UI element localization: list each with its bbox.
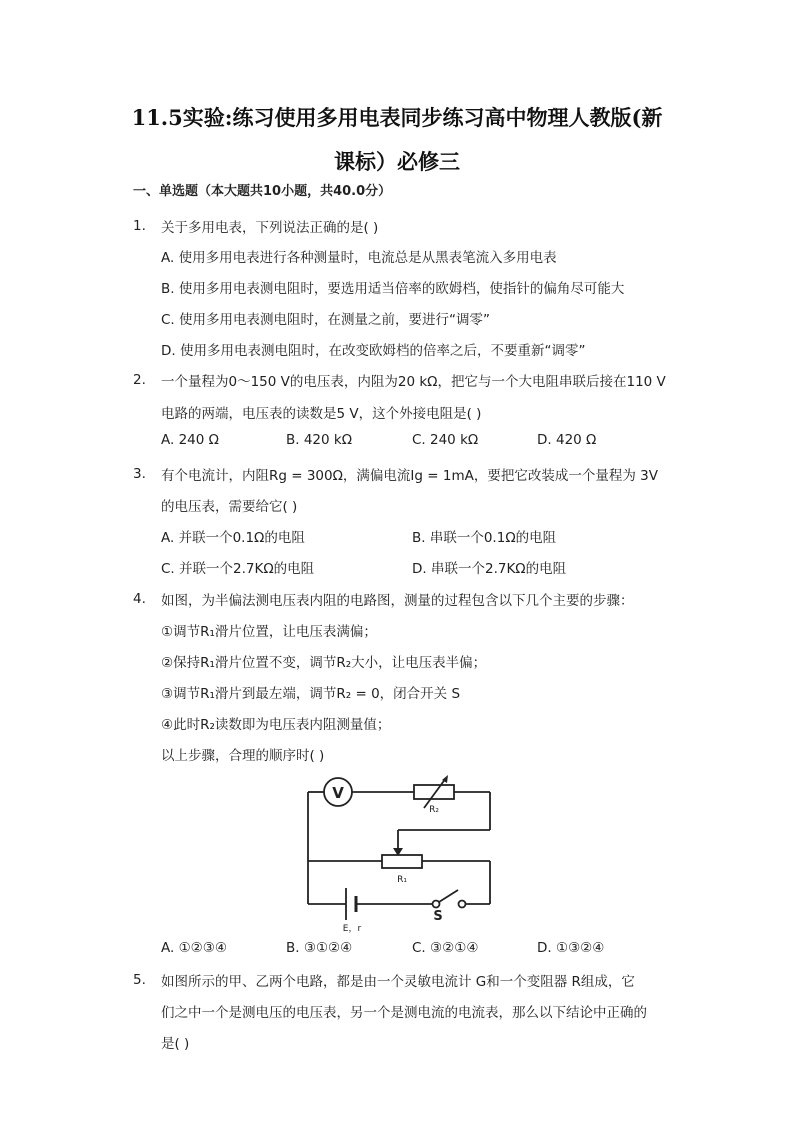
q3-stem-line-1: 有个电流计，内阻Rg = 300Ω，满偏电流Ig = 1mA，要把它改装成一个量程为 3V	[161, 468, 658, 484]
voltmeter-label: V	[332, 784, 344, 802]
r1-rheostat-symbol	[382, 855, 422, 868]
q2-option-a[interactable]: A. 240 Ω	[161, 432, 219, 448]
battery-label: E，r	[342, 924, 362, 934]
q4-question: 以上步骤，合理的顺序时( )	[161, 748, 325, 764]
r2-resistor-symbol	[414, 785, 454, 799]
q4-step-4: ④此时R₂读数即为电压表内阻测量值；	[161, 717, 391, 733]
document-title	[110, 96, 684, 184]
q4-option-b[interactable]: B. ③①②④	[286, 940, 353, 956]
switch-label: S	[433, 909, 443, 924]
q3-option-a[interactable]: A. 并联一个0.1Ω的电阻	[161, 530, 305, 546]
q4-number: 4.	[133, 591, 146, 607]
q4-option-a[interactable]: A. ①②③④	[161, 940, 227, 956]
q5-stem-line-3: 是( )	[161, 1036, 190, 1052]
q4-step-2: ②保持R₁滑片位置不变，调节R₂大小，让电压表半偏；	[161, 655, 487, 671]
title-line-2: 课标）必修三	[334, 149, 460, 174]
q2-number: 2.	[133, 372, 146, 388]
switch-blade	[439, 890, 458, 902]
q5-stem-line-2: 们之中一个是测电压的电压表，另一个是测电流的电流表，那么以下结论中正确的	[161, 1005, 647, 1021]
half-deflection-circuit-diagram	[300, 774, 500, 934]
q1-option-b[interactable]: B. 使用多用电表测电阻时，要选用适当倍率的欧姆档，使指针的偏角尽可能大	[161, 281, 625, 297]
section-heading: 一、单选题（本大题共10小题，共40.0分）	[133, 184, 392, 199]
q2-option-b[interactable]: B. 420 kΩ	[286, 432, 353, 448]
q1-number: 1.	[133, 218, 146, 234]
r1-label: R₁	[397, 875, 407, 885]
q3-stem-line-2: 的电压表，需要给它( )	[161, 499, 298, 515]
q4-option-d[interactable]: D. ①③②④	[537, 940, 605, 956]
q4-option-c[interactable]: C. ③②①④	[412, 940, 479, 956]
q3-option-d[interactable]: D. 串联一个2.7KΩ的电阻	[412, 561, 567, 577]
q1-option-a[interactable]: A. 使用多用电表进行各种测量时，电流总是从黑表笔流入多用电表	[161, 250, 557, 266]
q1-option-c[interactable]: C. 使用多用电表测电阻时，在测量之前，要进行“调零”	[161, 312, 490, 328]
q1-stem: 关于多用电表，下列说法正确的是( )	[161, 220, 379, 236]
q5-stem-line-1: 如图所示的甲、乙两个电路，都是由一个灵敏电流计 G和一个变阻器 R组成，它	[161, 974, 635, 990]
q1-option-d[interactable]: D. 使用多用电表测电阻时，在改变欧姆档的倍率之后，不要重新“调零”	[161, 343, 586, 359]
q2-stem-line-1: 一个量程为0～150 V的电压表，内阻为20 kΩ，把它与一个大电阻串联后接在110 V	[161, 374, 666, 390]
q3-option-b[interactable]: B. 串联一个0.1Ω的电阻	[412, 530, 557, 546]
q2-stem-line-2: 电路的两端，电压表的读数是5 V，这个外接电阻是( )	[161, 406, 482, 422]
q4-step-3: ③调节R₁滑片到最左端，调节R₂ = 0，闭合开关 S	[161, 686, 461, 702]
title-line-1: 11.5实验:练习使用多用电表同步练习高中物理人教版(新	[131, 105, 663, 130]
q3-number: 3.	[133, 466, 146, 482]
r2-label: R₂	[429, 805, 439, 815]
q4-stem: 如图，为半偏法测电压表内阻的电路图，测量的过程包含以下几个主要的步骤：	[161, 593, 634, 609]
q4-step-1: ①调节R₁滑片位置，让电压表满偏；	[161, 624, 377, 640]
q5-number: 5.	[133, 972, 146, 988]
q2-option-c[interactable]: C. 240 kΩ	[412, 432, 479, 448]
q3-option-c[interactable]: C. 并联一个2.7KΩ的电阻	[161, 561, 315, 577]
q2-option-d[interactable]: D. 420 Ω	[537, 432, 597, 448]
